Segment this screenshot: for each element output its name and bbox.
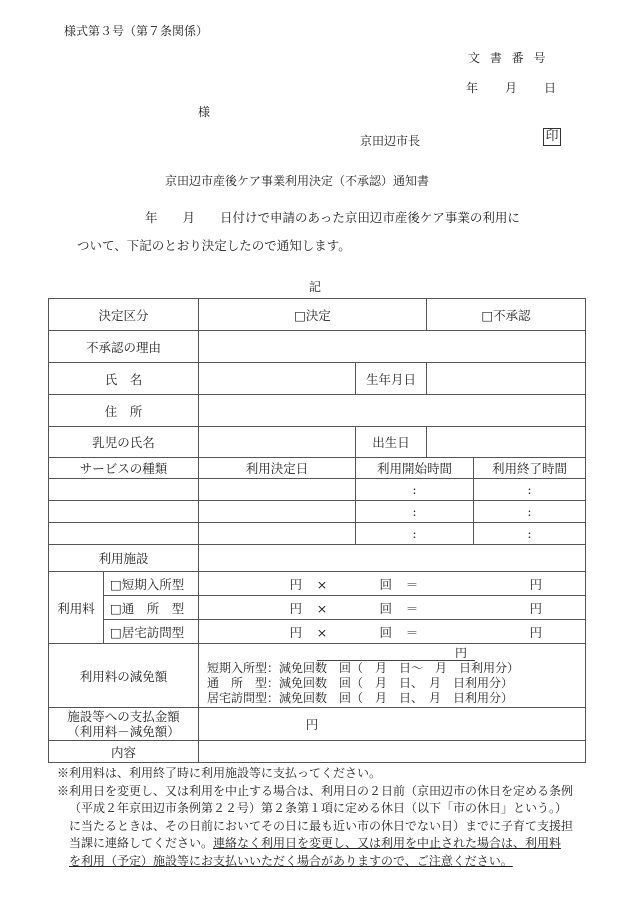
reduction-label: 利用料の減免額: [49, 644, 199, 708]
payment-field[interactable]: [199, 708, 586, 741]
reason-label: 不承認の理由: [49, 331, 199, 363]
reduction-yen: 円: [317, 646, 475, 661]
payment-row: [49, 708, 586, 741]
payment-yen: 円: [305, 717, 319, 732]
fee-yen: 円: [289, 576, 303, 592]
start-time-field[interactable]: :: [356, 501, 474, 523]
end-time-field[interactable]: :: [474, 523, 586, 545]
fee-count: 回: [379, 600, 393, 616]
birthdate-field[interactable]: [427, 363, 586, 395]
note-change-line-4-plain: 当課に連絡してください。: [69, 836, 214, 850]
decision-date-header: 利用決定日: [199, 458, 356, 479]
fee-equals: ＝: [405, 576, 419, 592]
notes: [57, 765, 597, 870]
fee-label: 利用料: [49, 572, 104, 644]
service-header-row: [49, 458, 586, 479]
document-title: 京田辺市産後ケア事業利用決定（不承認）通知書: [165, 174, 430, 188]
decision-label: 決定区分: [49, 299, 199, 331]
reduction-line-day-care: 通 所 型：減免回数 回（ 月 日、 月 日利用分）: [207, 675, 514, 690]
service-row: [49, 479, 586, 501]
reduction-line-home-visit: 居宅訪問型：減免回数 回（ 月 日、 月 日利用分）: [207, 690, 514, 705]
reason-row: [49, 331, 586, 363]
fee-row: [49, 596, 586, 620]
end-time-field[interactable]: :: [474, 501, 586, 523]
address-field[interactable]: [199, 395, 586, 427]
service-row: [49, 523, 586, 545]
fee-total-yen: 円: [529, 624, 543, 640]
content-field[interactable]: [199, 741, 586, 763]
start-time-field[interactable]: :: [356, 479, 474, 501]
fee-count: 回: [379, 624, 393, 640]
fee-total-yen: 円: [529, 600, 543, 616]
service-row: [49, 501, 586, 523]
decision-table: [48, 298, 586, 763]
note-payment-timing: ※利用料は、利用終了時に利用施設等に支払ってください。: [57, 766, 382, 780]
service-type-field[interactable]: [49, 479, 199, 501]
birthdate-label: 生年月日: [356, 363, 427, 395]
service-type-header: サービスの種類: [49, 458, 199, 479]
name-row: [49, 363, 586, 395]
note-change-line-3: に当たるときは、その日前においてその日に最も近い市の休日でない日）までに子育て支援担: [69, 818, 574, 833]
reduction-row: [49, 644, 586, 708]
fee-yen: 円: [289, 600, 303, 616]
infant-name-field[interactable]: [199, 427, 356, 458]
body-line-1: 年 月 日付けで申請のあった京田辺市産後ケア事業の利用に: [145, 210, 520, 225]
facility-field[interactable]: [199, 545, 586, 572]
start-time-field[interactable]: :: [356, 523, 474, 545]
note-change-line-1: ※利用日を変更し、又は利用を中止する場合は、利用日の２日前（京田辺市の休日を定める条例: [57, 783, 574, 798]
payment-label: [49, 708, 199, 741]
service-type-field[interactable]: [49, 501, 199, 523]
infant-row: [49, 427, 586, 458]
fee-total-yen: 円: [529, 576, 543, 592]
content-row: [49, 741, 586, 763]
payment-label-line-2: （利用料－減免額）: [67, 724, 180, 739]
fee-row: [49, 620, 586, 644]
decision-option-approve[interactable]: □決定: [199, 299, 427, 331]
body-line-2: ついて、下記のとおり決定したので通知します。: [77, 238, 351, 253]
decision-date-field[interactable]: [199, 501, 356, 523]
fee-times: ×: [316, 576, 328, 592]
infant-birth-field[interactable]: [427, 427, 586, 458]
seal-stamp: 印: [543, 128, 561, 146]
issue-date: 年 月 日: [466, 81, 558, 95]
reduction-field[interactable]: [199, 644, 586, 708]
facility-row: [49, 545, 586, 572]
end-time-field[interactable]: :: [474, 479, 586, 501]
fee-type-home-visit[interactable]: □居宅訪問型: [104, 620, 199, 644]
decision-date-field[interactable]: [199, 523, 356, 545]
issuer-name: 京田辺市長: [360, 134, 421, 148]
infant-name-label: 乳児の氏名: [49, 427, 199, 458]
payment-label-line-1: 施設等への支払金額: [67, 709, 180, 724]
fee-formula[interactable]: [199, 596, 586, 620]
fee-formula[interactable]: [199, 620, 586, 644]
infant-birth-label: 出生日: [356, 427, 427, 458]
fee-times: ×: [316, 624, 328, 640]
note-change-line-5: を利用（予定）施設等にお支払いいただく場合がありますので、ご注意ください。: [69, 853, 513, 868]
ki-heading: 記: [309, 280, 322, 294]
address-label: 住 所: [49, 395, 199, 427]
name-field[interactable]: [199, 363, 356, 395]
decision-date-field[interactable]: [199, 479, 356, 501]
fee-yen: 円: [289, 624, 303, 640]
form-number: 様式第３号（第７条関係）: [64, 24, 209, 38]
end-time-header: 利用終了時間: [474, 458, 586, 479]
fee-times: ×: [316, 600, 328, 616]
start-time-header: 利用開始時間: [356, 458, 474, 479]
note-change-line-2: （平成２年京田辺市条例第２２号）第２条第１項に定める休日（以下「市の休日」という。）: [69, 801, 568, 815]
address-row: [49, 395, 586, 427]
facility-label: 利用施設: [49, 545, 199, 572]
reason-field[interactable]: [199, 331, 586, 363]
document-number: 文 書 番 号: [468, 51, 549, 65]
fee-equals: ＝: [405, 624, 419, 640]
fee-type-day-care[interactable]: □通 所 型: [104, 596, 199, 620]
decision-option-reject[interactable]: □不承認: [427, 299, 586, 331]
fee-row: [49, 572, 586, 596]
reduction-line-short-stay: 短期入所型：減免回数 回（ 月 日～ 月 日利用分）: [207, 660, 520, 675]
decision-row: [49, 299, 586, 331]
content-label: 内容: [49, 741, 199, 763]
note-change-line-4: [57, 835, 597, 853]
fee-count: 回: [379, 576, 393, 592]
addressee-honorific: 様: [198, 105, 211, 119]
name-label: 氏 名: [49, 363, 199, 395]
note-change-line-4-underlined: 連絡なく利用日を変更し、又は利用を中止された場合は、利用料: [213, 836, 562, 850]
fee-equals: ＝: [405, 600, 419, 616]
fee-formula[interactable]: [199, 572, 586, 596]
service-type-field[interactable]: [49, 523, 199, 545]
fee-type-short-stay[interactable]: □短期入所型: [104, 572, 199, 596]
